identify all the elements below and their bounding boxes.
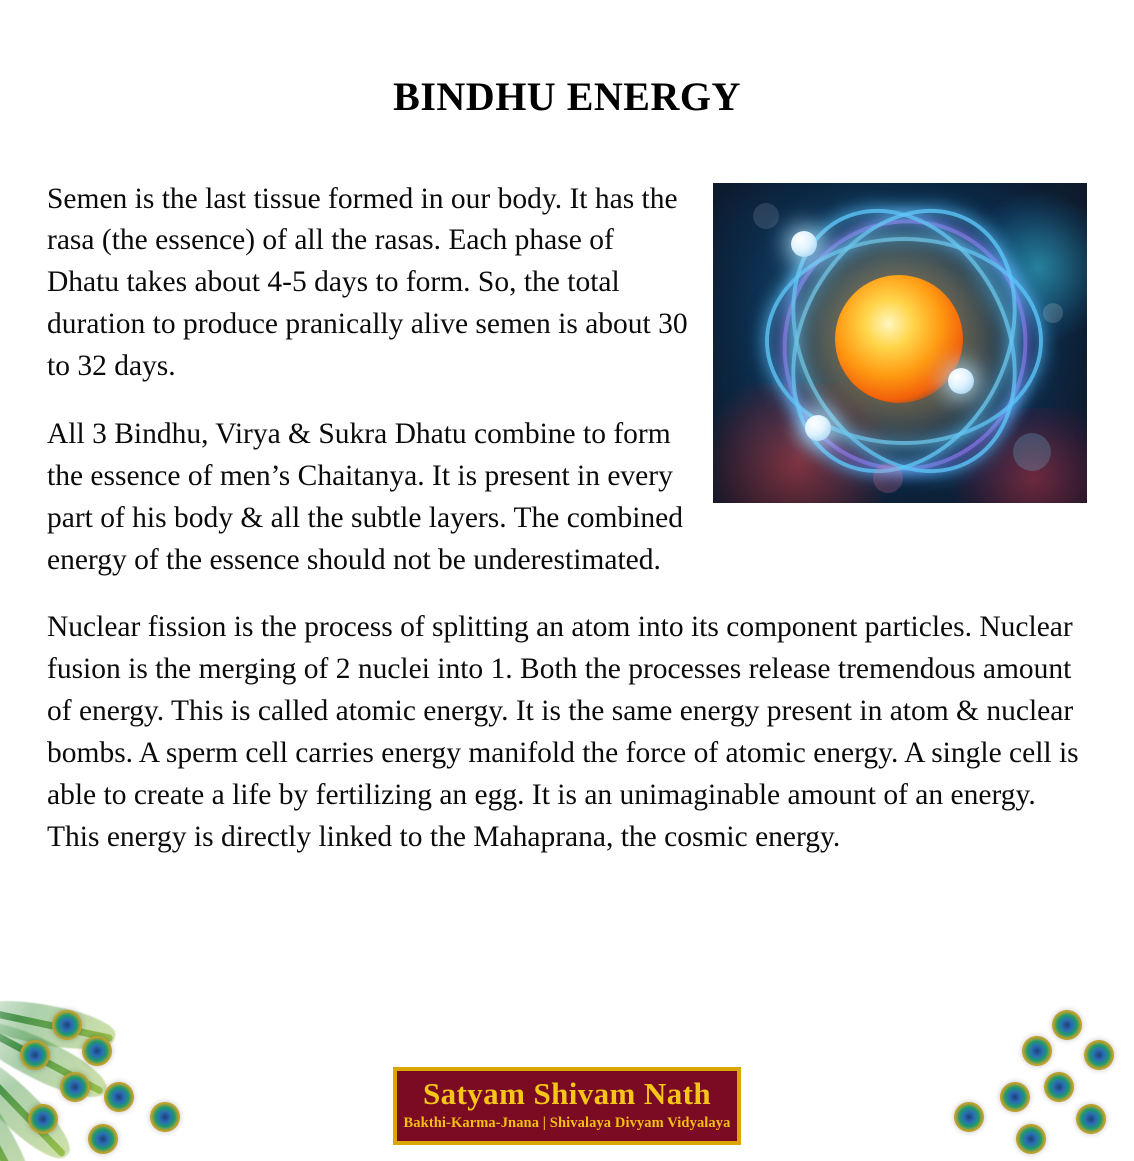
peacock-feathers-right — [904, 976, 1134, 1161]
feather-eye — [1044, 1072, 1074, 1102]
document-page — [0, 27, 1134, 1161]
feather-eye — [954, 1102, 984, 1132]
feather-eye — [1084, 1040, 1114, 1070]
feather-eye — [28, 1104, 58, 1134]
brand-logo[interactable] — [393, 1067, 741, 1145]
feather-eye — [1016, 1124, 1046, 1154]
feather-eye — [104, 1082, 134, 1112]
page-footer — [0, 971, 1134, 1161]
feather-eye — [52, 1010, 82, 1040]
paragraph-3: Nuclear fission is the process of splitting an atom into its component particles. Nuclear fusion is the merging of 2 nuclei into 1. Both the processes release tremendous amount of energy. This is called atomic energy. It is the same energy present in atom & nuclear bombs. A sperm cell carries energy manifold the force of atomic energy. A single cell is able to create a life by fertilizing an egg. It is an unimaginable amount of an energy. This energy is directly linked to the Mahaprana, the cosmic energy. — [47, 611, 1079, 853]
feather-eye — [20, 1040, 50, 1070]
feather-eye — [1000, 1082, 1030, 1112]
feather-eye — [82, 1036, 112, 1066]
feather-eye — [1022, 1036, 1052, 1066]
electron-2 — [948, 368, 974, 394]
feather-eye — [1052, 1010, 1082, 1040]
peacock-feathers-left — [0, 976, 230, 1161]
paragraph-1: Semen is the last tissue formed in our body. It has the rasa (the essence) of all the rasas. Each phase of Dhatu takes about 4-5 days to form. So, the total duration to produce pranically alive semen is about 30 to 32 days. — [47, 182, 688, 383]
bokeh-2 — [753, 203, 779, 229]
brand-name: Satyam Shivam Nath — [423, 1076, 711, 1112]
brand-tagline: Bakthi-Karma-Jnana | Shivalaya Divyam Vidyalaya — [403, 1114, 731, 1131]
nucleus-core — [835, 275, 963, 403]
page-title: BINDHU ENERGY — [393, 73, 741, 119]
feather-eye — [60, 1072, 90, 1102]
feather-eye — [88, 1124, 118, 1154]
bokeh-4 — [873, 463, 903, 493]
electron-3 — [805, 415, 831, 441]
atom-illustration — [713, 183, 1087, 503]
document-body — [47, 147, 1087, 859]
feather-eye — [1076, 1104, 1106, 1134]
bokeh-1 — [1013, 433, 1051, 471]
electron-1 — [791, 231, 817, 257]
bokeh-3 — [1043, 303, 1063, 323]
feather-eye — [150, 1102, 180, 1132]
paragraph-2: All 3 Bindhu, Virya & Sukra Dhatu combine to form the essence of men’s Chaitanya. It is present in every part of his body & all the subtle layers. The combined energy of the essence should not be underestimated. — [47, 417, 684, 576]
